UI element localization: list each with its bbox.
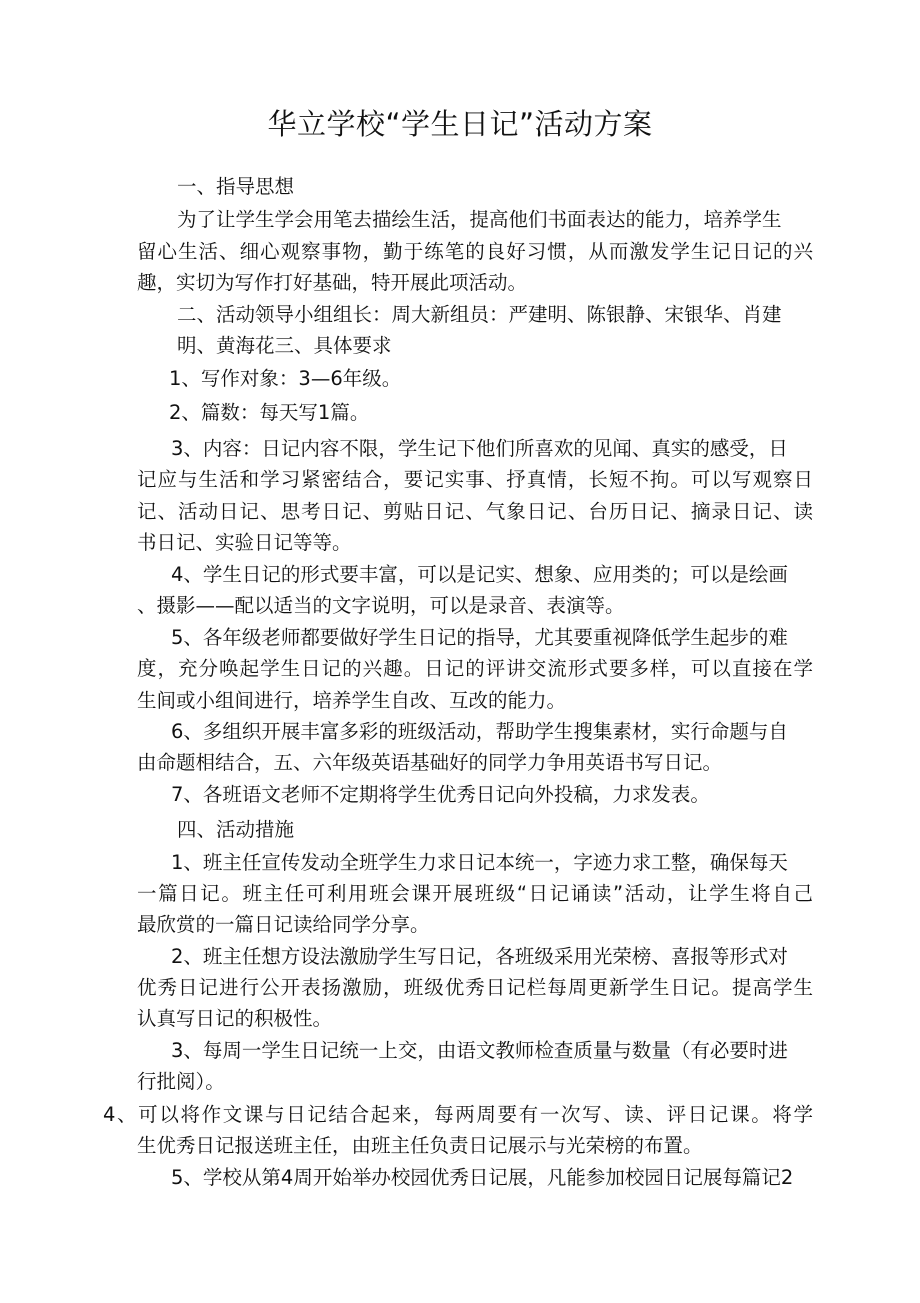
list-item: 1、写作对象：3—6年级。 — [169, 367, 402, 390]
paragraph-line: 4、学生日记的形式要丰富，可以是记实、想象、应用类的；可以是绘画 — [171, 563, 788, 586]
paragraph-line: 趣，实切为写作打好基础，特开展此项活动。 — [137, 271, 528, 294]
section-heading-1: 一、指导思想 — [177, 175, 295, 198]
paragraph-line: 6、多组织开展丰富多彩的班级活动，帮助学生搜集素材，实行命题与自 — [171, 720, 788, 743]
paragraph-line: 优秀日记进行公开表扬激励，班级优秀日记栏每周更新学生日记。提高学生 — [137, 976, 813, 999]
paragraph-line: 明、黄海花三、具体要求 — [177, 334, 392, 357]
paragraph-line: 3、每周一学生日记统一上交，由语文教师检查质量与数量（有必要时进 — [171, 1039, 788, 1062]
paragraph-line: 度，充分唤起学生日记的兴趣。日记的评讲交流形式要多样，可以直接在学 — [137, 657, 813, 680]
paragraph-line: 记应与生活和学习紧密结合，要记实事、抒真情，长短不拘。可以写观察日 — [137, 468, 813, 491]
paragraph-line: 5、各年级老师都要做好学生日记的指导，尤其要重视降低学生起步的难 — [171, 626, 788, 649]
paragraph-line: 3、内容：日记内容不限，学生记下他们所喜欢的见闻、真实的感受，日 — [171, 437, 788, 460]
paragraph-line: 一篇日记。班主任可利用班会课开展班级“日记诵读”活动，让学生将自己 — [137, 882, 813, 905]
paragraph-line: 4、可以将作文课与日记结合起来，每两周要有一次写、读、评日记课。将学 — [103, 1103, 813, 1126]
paragraph-line: 行批阅）。 — [137, 1070, 225, 1093]
paragraph-line: 认真写日记的积极性。 — [137, 1007, 333, 1030]
document-title: 华立学校“学生日记”活动方案 — [267, 107, 653, 141]
paragraph-line: 记、活动日记、思考日记、剪贴日记、气象日记、台历日记、摘录日记、读 — [137, 500, 813, 523]
paragraph-line: 、摄影——配以适当的文字说明，可以是录音、表演等。 — [137, 594, 625, 617]
list-item: 2、篇数：每天写1篇。 — [169, 401, 370, 424]
paragraph-line: 最欣赏的一篇日记读给同学分享。 — [137, 913, 430, 936]
paragraph-line: 生间或小组间进行，培养学生自改、互改的能力。 — [137, 689, 567, 712]
section-heading-4: 四、活动措施 — [177, 818, 295, 841]
paragraph-line: 生优秀日记报送班主任，由班主任负责日记展示与光荣榜的布置。 — [137, 1134, 703, 1157]
paragraph-line: 二、活动领导小组组长：周大新组员：严建明、陈银静、宋银华、肖建 — [177, 303, 782, 326]
paragraph-line: 2、班主任想方设法激励学生写日记，各班级采用光荣榜、喜报等形式对 — [171, 945, 788, 968]
paragraph-line: 留心生活、细心观察事物，勤于练笔的良好习惯，从而激发学生记日记的兴 — [137, 240, 813, 263]
paragraph-line: 由命题相结合，五、六年级英语基础好的同学力争用英语书写日记。 — [137, 751, 723, 774]
paragraph-line: 1、班主任宣传发动全班学生力求日记本统一，字迹力求工整，确保每天 — [171, 851, 788, 874]
paragraph-line: 为了让学生学会用笔去描绘生活，提高他们书面表达的能力，培养学生 — [177, 208, 782, 231]
paragraph-line: 5、学校从第4周开始举办校园优秀日记展，凡能参加校园日记展每篇记2 — [171, 1166, 794, 1189]
paragraph-line: 书日记、实验日记等等。 — [137, 531, 352, 554]
paragraph-line: 7、各班语文老师不定期将学生优秀日记向外投稿，力求发表。 — [171, 783, 710, 806]
